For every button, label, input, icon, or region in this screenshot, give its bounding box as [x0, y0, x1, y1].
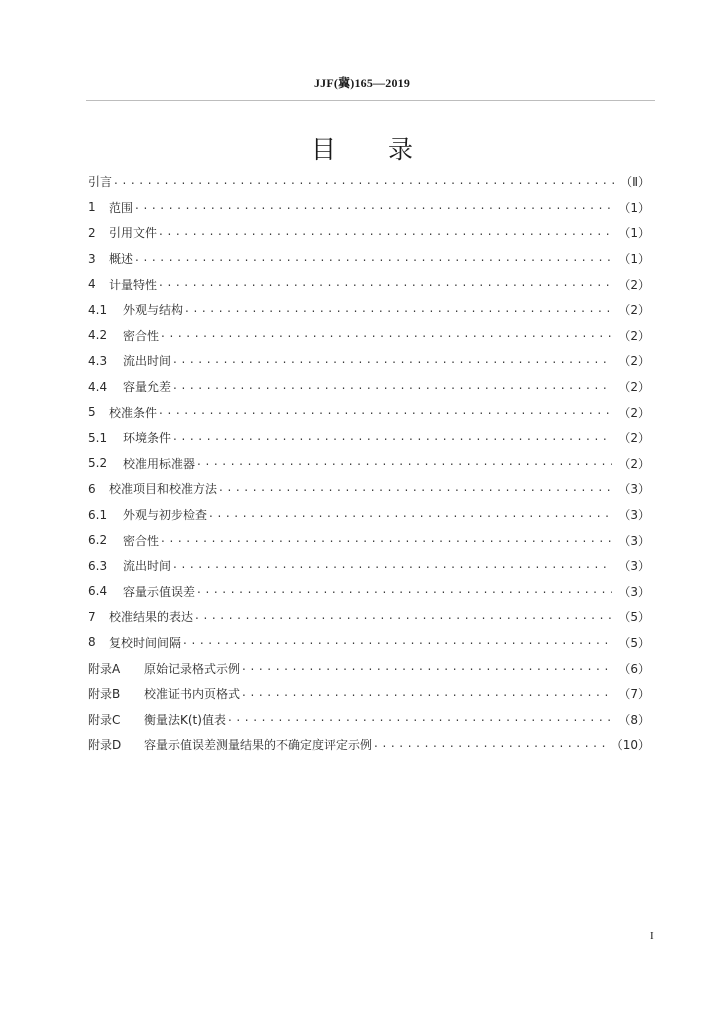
toc-entry[interactable] [88, 374, 650, 400]
toc-entry[interactable] [88, 706, 650, 732]
toc-entry-label: 衡量法K(t)值表 [144, 712, 226, 727]
toc-leader-dots [159, 277, 612, 291]
toc-leader-dots [185, 303, 612, 317]
toc-entry-page: （2） [618, 354, 650, 369]
toc-entry[interactable] [88, 527, 650, 553]
toc-entry-page: （2） [618, 405, 650, 420]
toc-entry-page: （2） [618, 277, 650, 292]
toc-entry-page: （2） [618, 328, 650, 343]
toc-entry-page: （2） [618, 431, 650, 446]
toc-entry[interactable] [88, 476, 650, 502]
toc-entry-label: 范围 [109, 200, 134, 215]
toc-entry[interactable] [88, 451, 650, 477]
toc-entry-label: 原始记录格式示例 [144, 661, 241, 676]
toc-leader-dots [114, 175, 614, 189]
toc-leader-dots [173, 380, 612, 394]
toc-entry-number: 5.2 [88, 456, 108, 471]
header-rule [86, 100, 655, 101]
toc-leader-dots [135, 200, 612, 214]
toc-leader-dots [242, 661, 612, 675]
toc-entry-number: 4.3 [88, 353, 108, 368]
toc-entry-label: 复校时间间隔 [109, 635, 182, 650]
toc-entry-label: 流出时间 [123, 354, 172, 369]
toc-leader-dots [173, 559, 612, 573]
toc-leader-dots [135, 252, 612, 266]
toc-entry-page: （2） [618, 303, 650, 318]
toc-entry-label: 容量允差 [123, 380, 172, 395]
toc-entry-page: （2） [618, 380, 650, 395]
toc-entry-page: （6） [618, 661, 650, 676]
toc-entry-label: 校准条件 [109, 405, 158, 420]
toc-leader-dots [159, 226, 612, 240]
toc-entry-label: 密合性 [123, 328, 160, 343]
toc-leader-dots [161, 328, 612, 342]
toc-entry-label: 外观与结构 [123, 303, 184, 318]
toc-entry-page: （3） [618, 559, 650, 574]
toc-entry-label: 校准用标准器 [123, 456, 196, 471]
toc-entry-number: 6 [88, 481, 96, 496]
toc-entry-page: （2） [618, 456, 650, 471]
toc-entry[interactable] [88, 732, 650, 758]
toc-leader-dots [228, 712, 612, 726]
toc-entry[interactable] [88, 399, 650, 425]
toc-entry-label: 引言 [88, 175, 113, 190]
toc-leader-dots [197, 584, 612, 598]
toc-entry-number: 4.2 [88, 328, 108, 343]
toc-entry-number: 附录C [88, 712, 121, 727]
toc-entry-label: 环境条件 [123, 431, 172, 446]
toc-entry-label: 校准结果的表达 [109, 610, 194, 625]
toc-leader-dots [374, 738, 605, 752]
toc-entry[interactable] [88, 579, 650, 605]
toc-entry-number: 5 [88, 405, 96, 420]
toc-entry-number: 1 [88, 200, 96, 215]
toc-entry-number: 6.2 [88, 533, 108, 548]
toc-leader-dots [173, 431, 612, 445]
toc-entry-number: 5.1 [88, 430, 108, 445]
toc-entry-page: （7） [618, 687, 650, 702]
toc-leader-dots [197, 456, 612, 470]
toc-entry[interactable] [88, 323, 650, 349]
toc-entry[interactable] [88, 271, 650, 297]
toc-entry-number: 7 [88, 609, 96, 624]
toc-entry-number: 8 [88, 635, 96, 650]
toc-entry-label: 容量示值误差 [123, 584, 196, 599]
toc-entry-number: 附录D [88, 738, 122, 753]
toc-entry-label: 外观与初步检查 [123, 508, 208, 523]
toc-entry-page: （5） [618, 635, 650, 650]
toc-leader-dots [209, 508, 612, 522]
title-char-1: 目 [310, 135, 336, 164]
toc-entry[interactable] [88, 604, 650, 630]
toc-entry[interactable] [88, 553, 650, 579]
toc-entry-number: 6.1 [88, 507, 108, 522]
toc-leader-dots [195, 610, 612, 624]
toc-leader-dots [159, 405, 612, 419]
toc-entry-page: （10） [610, 738, 650, 753]
toc-entry-label: 校准项目和校准方法 [109, 482, 218, 497]
toc-entry[interactable] [88, 502, 650, 528]
toc-entry-page: （3） [618, 533, 650, 548]
toc-entry-page: （1） [618, 200, 650, 215]
toc-entry-number: 附录A [88, 661, 121, 676]
toc-entry-number: 3 [88, 251, 96, 266]
title-char-2: 录 [388, 135, 414, 164]
toc-entry-label: 流出时间 [123, 559, 172, 574]
toc-entry-number: 6.4 [88, 584, 108, 599]
toc-entry-page: （1） [618, 252, 650, 267]
toc-entry-page: （3） [618, 482, 650, 497]
toc-entry-page: （Ⅱ） [620, 175, 650, 190]
toc-entry[interactable] [88, 681, 650, 707]
toc-entry[interactable] [88, 246, 650, 272]
table-of-contents [88, 169, 650, 758]
toc-leader-dots [183, 635, 612, 649]
toc-entry[interactable] [88, 220, 650, 246]
page-title [0, 130, 724, 166]
toc-entry-page: （5） [618, 610, 650, 625]
toc-entry-label: 容量示值误差测量结果的不确定度评定示例 [144, 738, 373, 753]
toc-entry-number: 4.1 [88, 302, 108, 317]
toc-entry-page: （3） [618, 508, 650, 523]
toc-entry[interactable] [88, 630, 650, 656]
toc-entry[interactable] [88, 195, 650, 221]
page-number: I [650, 930, 654, 942]
document-code-header: JJF(冀)165—2019 [313, 76, 411, 90]
toc-entry[interactable] [88, 425, 650, 451]
toc-entry-number: 4 [88, 277, 96, 292]
toc-entry-label: 引用文件 [109, 226, 158, 241]
toc-entry-page: （3） [618, 584, 650, 599]
toc-entry[interactable] [88, 655, 650, 681]
toc-entry-label: 校准证书内页格式 [144, 687, 241, 702]
toc-entry-page: （8） [618, 712, 650, 727]
toc-entry-label: 密合性 [123, 533, 160, 548]
toc-leader-dots [242, 687, 612, 701]
toc-entry[interactable] [88, 169, 650, 195]
toc-entry-number: 附录B [88, 687, 121, 702]
toc-entry-page: （1） [618, 226, 650, 241]
toc-entry[interactable] [88, 348, 650, 374]
toc-leader-dots [173, 354, 612, 368]
toc-leader-dots [219, 482, 612, 496]
toc-entry-number: 2 [88, 225, 96, 240]
toc-entry-number: 6.3 [88, 558, 108, 573]
toc-entry[interactable] [88, 297, 650, 323]
toc-leader-dots [161, 533, 612, 547]
toc-entry-number: 4.4 [88, 379, 108, 394]
toc-entry-label: 计量特性 [109, 277, 158, 292]
toc-entry-label: 概述 [109, 252, 134, 267]
